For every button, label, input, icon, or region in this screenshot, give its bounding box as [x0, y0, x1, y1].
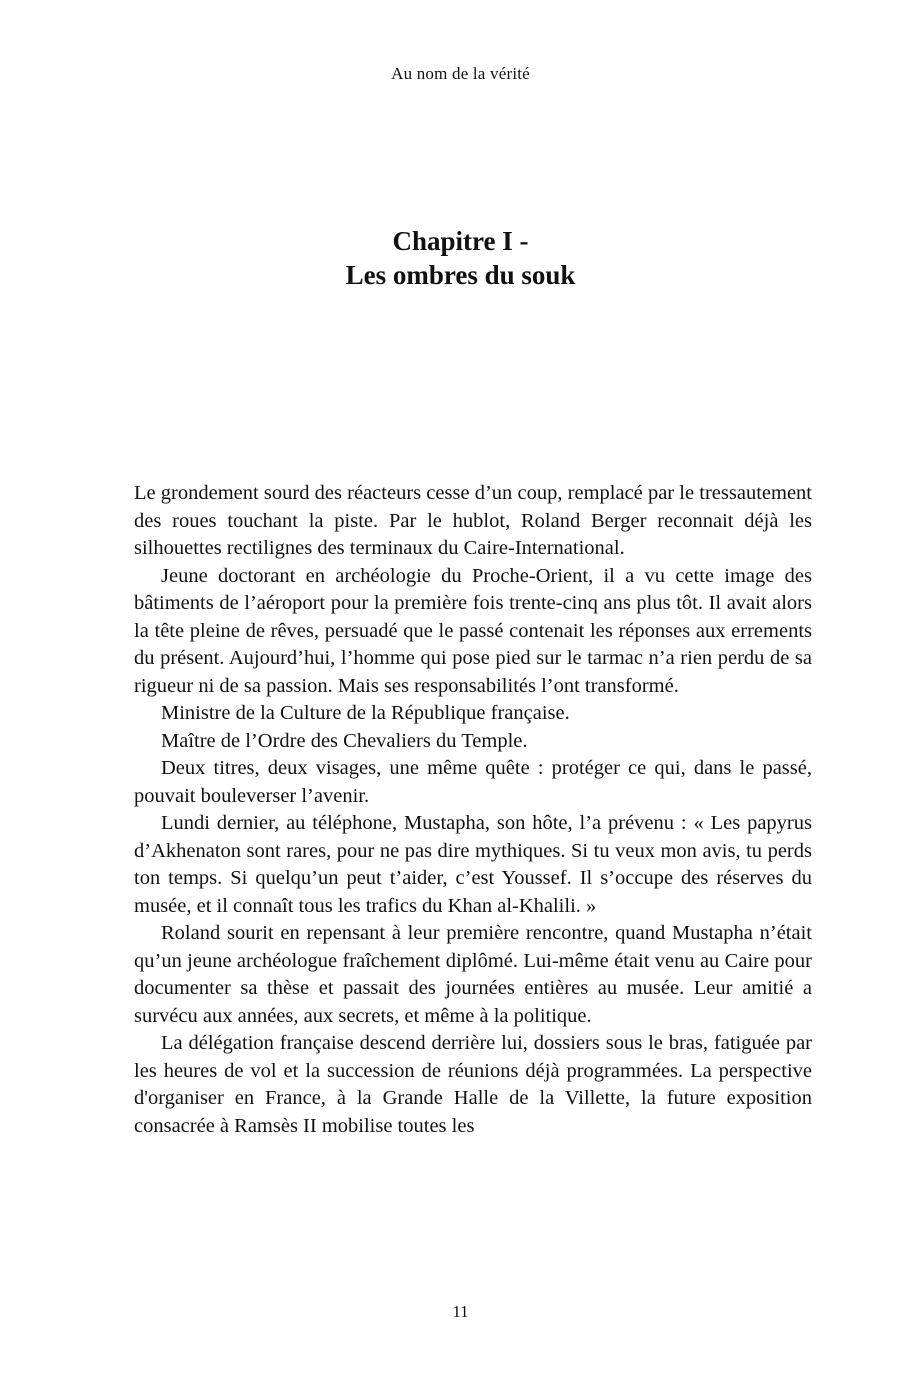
chapter-title — [0, 224, 921, 292]
chapter-number: Chapitre I - — [392, 226, 529, 256]
running-header: Au nom de la vérité — [391, 64, 530, 83]
paragraph: Ministre de la Culture de la République française. — [161, 702, 570, 724]
paragraph: Deux titres, deux visages, une même quête : protéger ce qui, dans le passé, pouvait bouleverser l’avenir. — [134, 757, 812, 807]
paragraph: Lundi dernier, au téléphone, Mustapha, son hôte, l’a prévenu : « Les papyrus d’Akhenaton sont rares, pour ne pas dire mythiques. Si tu veux mon avis, tu perds ton temps. Si quelqu’un peut t’aider, c’est Youssef. Il s’occupe des réserves du musée, et il connaît tous les trafics du Khan al-Khalili. » — [134, 812, 812, 917]
chapter-subtitle: Les ombres du souk — [345, 260, 576, 290]
paragraph: Jeune doctorant en archéologie du Proche-Orient, il a vu cette image des bâtiments de l’aéroport pour la première fois trente-cinq ans plus tôt. Il avait alors la tête pleine de rêves, persuadé que le passé contenait les réponses aux errements du présent. Aujourd’hui, l’homme qui pose pied sur le tarmac n’a rien perdu de sa rigueur ni de sa passion. Mais ses responsabilités l’ont transformé. — [134, 564, 812, 697]
paragraph: Maître de l’Ordre des Chevaliers du Temple. — [161, 729, 528, 752]
paragraph: La délégation française descend derrière lui, dossiers sous le bras, fatiguée par les heures de vol et la succession de réunions déjà programmées. La perspective d'organiser en France, à la Grande Halle de la Villette, la future exposition consacrée à Ramsès II mobilise toutes les — [134, 1032, 812, 1137]
paragraph: Le grondement sourd des réacteurs cesse d’un coup, remplacé par le tressautement des roues touchant la piste. Par le hublot, Roland Berger reconnait déjà les silhouettes rectilignes des terminaux du Caire-International. — [134, 482, 812, 559]
page-number: 11 — [452, 1302, 469, 1321]
paragraph: Roland sourit en repensant à leur première rencontre, quand Mustapha n’était qu’un jeune archéologue fraîchement diplômé. Lui-même était venu au Caire pour documenter sa thèse et passait des journées entières au musée. Leur amitié a survécu aux années, aux secrets, et même à la politique. — [134, 922, 812, 1027]
body-text — [134, 480, 812, 1140]
